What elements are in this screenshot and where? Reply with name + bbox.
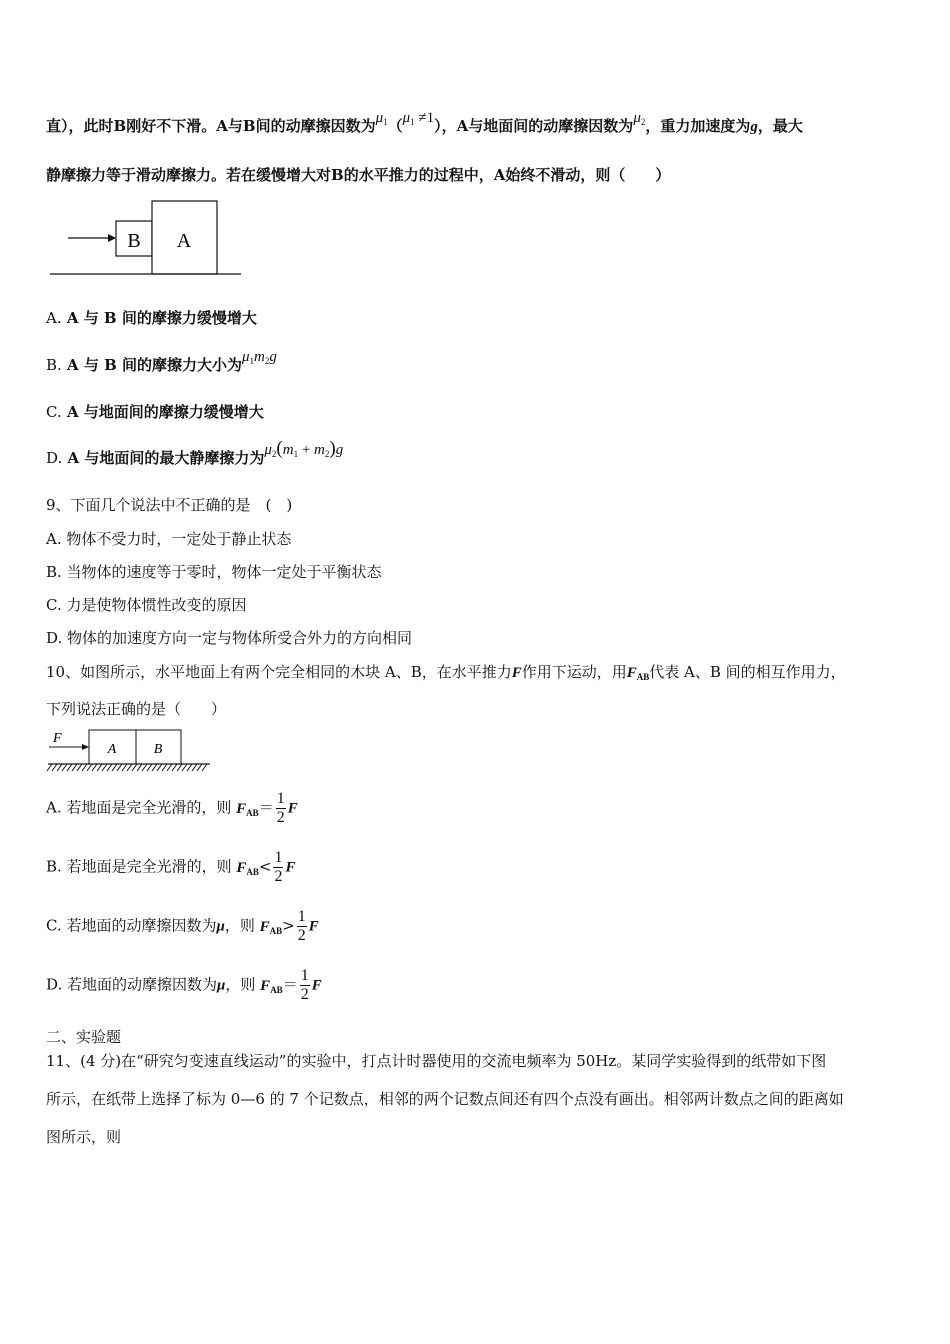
hatch-mark (67, 764, 72, 771)
force-arrow-head (82, 744, 89, 750)
q10-stem-line2: 下列说法正确的是（ ） (46, 700, 227, 718)
q9-option-d: D. 物体的加速度方向一定与物体所受合外力的方向相同 (46, 629, 413, 647)
option-text: 若地面的动摩擦因数为 (62, 975, 218, 994)
text: 代表 A、B 间的相互作用力， (649, 663, 846, 681)
fraction: $\frac{1}{2}$ (276, 790, 285, 826)
hatch-mark (92, 764, 97, 771)
option-text: 若地面的动摩擦因数为 (61, 916, 217, 935)
q10-stem-line1 (46, 661, 846, 682)
option-text: A 与地面间的摩擦力缓慢增大 (61, 403, 264, 421)
block-b-label: B (153, 742, 163, 757)
hatch-mark (197, 764, 202, 771)
option-text: A 与 B 间的摩擦力大小为 (61, 356, 243, 374)
q8-stem-line1 (46, 110, 803, 136)
hatch-mark (87, 764, 92, 771)
text: 作用下运动，用 (521, 663, 627, 681)
text: ，最大 (757, 117, 803, 135)
g-symbol: g (750, 119, 758, 135)
hatch-mark (127, 764, 132, 771)
option-text: ，则 (224, 916, 260, 935)
fraction: $\frac{1}{2}$ (297, 908, 306, 944)
mu-symbol: μ (216, 918, 225, 935)
hatch-mark (132, 764, 137, 771)
option-letter: C. (46, 916, 62, 935)
text: ，A (441, 117, 469, 135)
hatch-mark (192, 764, 197, 771)
text: 间的动摩擦因数为 (255, 117, 376, 135)
option-text: A 与地面间的最大静摩擦力为 (62, 449, 265, 467)
text: B (113, 117, 127, 135)
hatch-mark (117, 764, 122, 771)
q10-option-d (46, 967, 322, 1004)
text: 始终不滑动，则（ ） (505, 166, 671, 184)
operator: < (258, 857, 272, 876)
hatch-mark (137, 764, 142, 771)
q11-line2: 所示，在纸带上选择了标为 0—6 的 7 个记数点，相邻的两个记数点间还有四个点没有画出。相邻两计数点之间的距离如 (46, 1090, 844, 1108)
hatch-mark (147, 764, 152, 771)
push-arrow-head (108, 234, 116, 242)
hatch-mark (122, 764, 127, 771)
text: B (242, 117, 256, 135)
operator: ＝ (282, 975, 298, 994)
option-letter: C. (46, 403, 62, 421)
q9-option-a: A. 物体不受力时，一定处于静止状态 (46, 530, 292, 548)
text: 静摩擦力等于滑动摩擦力。若在缓慢增大对 (46, 166, 332, 184)
hatch-mark (177, 764, 182, 771)
hatch-mark (187, 764, 192, 771)
ground-hatch (47, 764, 207, 771)
option-letter: D. (46, 449, 63, 467)
option-letter: B. (46, 857, 62, 876)
force-symbol: F (311, 977, 322, 994)
text: 直），此时 (46, 117, 114, 135)
option-text: 若地面是完全光滑的，则 (61, 857, 237, 876)
mu1-symbol: $\mu_1$ (375, 110, 388, 127)
block-a-label: A (176, 230, 192, 252)
hatch-mark (57, 764, 62, 771)
q8-stem-line2 (46, 164, 670, 185)
q8-option-a (46, 307, 257, 328)
block-a-label: A (107, 742, 117, 757)
q8-option-b (46, 349, 277, 375)
q8-option-d (46, 438, 344, 469)
hatch-mark (82, 764, 87, 771)
q9-stem: 9、下面几个说法中不正确的是 ( ) (46, 496, 293, 514)
text: 10、如图所示，水平地面上有两个完全相同的木块 A、B，在水平推力 (46, 663, 512, 681)
text: 与地面间的动摩擦因数为 (468, 117, 634, 135)
formula: $\mu_1m_2g$ (242, 349, 277, 366)
q9-option-c: C. 力是使物体惯性改变的原因 (46, 596, 247, 614)
hatch-mark (107, 764, 112, 771)
hatch-mark (167, 764, 172, 771)
operator: > (282, 916, 295, 935)
hatch-mark (152, 764, 157, 771)
option-letter: A. (46, 798, 62, 817)
text: （ (387, 117, 403, 135)
formula: $\mu_2(m_1 + m_2)g$ (264, 438, 344, 459)
text: A (216, 117, 228, 135)
option-text: 若地面是完全光滑的，则 (61, 798, 237, 817)
fab-symbol: $F_{AB}$ (260, 977, 283, 995)
q8-option-c (46, 401, 264, 422)
fab-symbol: $F_{AB}$ (626, 665, 650, 682)
force-label: F (53, 731, 62, 746)
fab-symbol: $F_{AB}$ (236, 800, 259, 818)
force-symbol: F (285, 859, 296, 876)
hatch-mark (142, 764, 147, 771)
hatch-mark (202, 764, 207, 771)
q10-option-a (46, 790, 298, 827)
fab-symbol: $F_{AB}$ (259, 918, 283, 936)
fraction: $\frac{1}{2}$ (300, 967, 309, 1003)
q11-line3: 图所示，则 (46, 1128, 122, 1146)
force-symbol: F (511, 665, 522, 681)
force-symbol: F (308, 918, 319, 935)
section-heading: 二、实验题 (46, 1028, 122, 1046)
mu1-neq-symbol: $\mu_1 \ne 1$ (402, 110, 435, 127)
text: ） (434, 117, 442, 135)
q10-option-b (46, 849, 295, 886)
text: 与 (227, 117, 243, 135)
hatch-mark (162, 764, 167, 771)
q11-line1: 11、(4 分)在“研究匀变速直线运动”的实验中，打点计时器使用的交流电频率为 50Hz。某同学实验得到的纸带如下图 (46, 1052, 827, 1070)
hatch-mark (62, 764, 67, 771)
fraction: $\frac{1}{2}$ (274, 849, 283, 885)
hatch-mark (102, 764, 107, 771)
q10-option-c (46, 908, 319, 945)
q9-option-b: B. 当物体的速度等于零时，物体一定处于平衡状态 (46, 563, 382, 581)
text: 刚好不下滑。 (126, 117, 217, 135)
hatch-mark (172, 764, 177, 771)
operator: ＝ (258, 798, 274, 817)
q8-figure (46, 196, 246, 278)
hatch-mark (52, 764, 57, 771)
hatch-mark (47, 764, 52, 771)
hatch-mark (157, 764, 162, 771)
option-text: A 与 B 间的摩擦力缓慢增大 (61, 309, 257, 327)
option-letter: B. (46, 356, 62, 374)
mu-symbol: μ (217, 977, 226, 994)
text: A (493, 166, 506, 184)
fab-symbol: $F_{AB}$ (236, 859, 259, 877)
option-letter: D. (46, 975, 63, 994)
q10-figure (46, 726, 214, 774)
hatch-mark (77, 764, 82, 771)
text: B (331, 166, 344, 184)
mu2-symbol: $\mu_2$ (633, 110, 646, 127)
block-b-label: B (127, 230, 141, 252)
option-text: ，则 (225, 975, 261, 994)
text: 的水平推力的过程中， (343, 166, 494, 184)
hatch-mark (97, 764, 102, 771)
hatch-mark (72, 764, 77, 771)
force-symbol: F (287, 800, 298, 817)
option-letter: A. (46, 309, 62, 327)
hatch-mark (182, 764, 187, 771)
hatch-mark (112, 764, 117, 771)
text: ，重力加速度为 (645, 117, 751, 135)
